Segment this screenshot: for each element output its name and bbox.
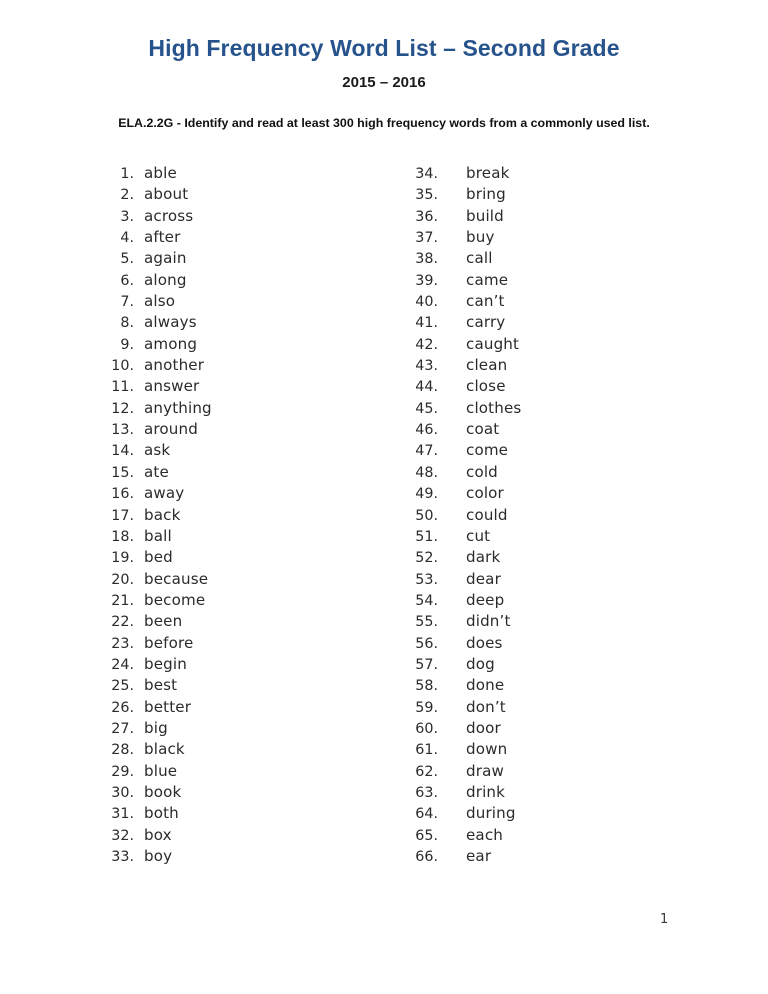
word-list-item (104, 655, 404, 676)
word-list-item (104, 292, 404, 313)
word-item-text: carry (466, 313, 506, 332)
word-item-text: during (466, 804, 516, 823)
word-item-number: 12. (111, 400, 134, 417)
word-item-text: each (466, 825, 504, 844)
word-item-text: cold (466, 462, 498, 481)
word-item-text: box (144, 825, 172, 844)
word-item-text: best (144, 676, 178, 695)
word-item-text: bed (144, 548, 173, 567)
word-list-item (104, 506, 404, 527)
word-list-item (408, 484, 708, 505)
word-item-number: 49. (415, 486, 438, 503)
word-item-text: ask (144, 441, 171, 460)
word-item-text: come (466, 441, 509, 460)
word-item-text: after (144, 228, 181, 247)
word-item-number: 38. (415, 251, 438, 268)
word-list-item (408, 740, 708, 761)
word-item-text: ear (466, 847, 492, 865)
word-list-item (408, 634, 708, 655)
word-list-columns (0, 164, 768, 868)
word-item-text: answer (144, 377, 200, 396)
word-item-number: 26. (111, 699, 134, 716)
word-item-text: better (144, 697, 192, 716)
word-item-number: 24. (111, 656, 134, 673)
word-item-number: 32. (111, 827, 134, 844)
word-item-number: 10. (111, 358, 134, 375)
word-item-number: 2. (120, 187, 134, 204)
word-item-text: draw (466, 761, 504, 780)
word-item-text: among (144, 334, 198, 353)
word-item-number: 64. (415, 806, 438, 823)
word-item-number: 3. (120, 208, 134, 225)
word-list-item (104, 783, 404, 804)
word-item-text: also (144, 292, 176, 311)
word-item-number: 42. (415, 336, 438, 353)
word-item-number: 6. (120, 272, 134, 289)
word-list-left-column (104, 164, 404, 868)
word-list-item (408, 271, 708, 292)
word-item-number: 13. (111, 422, 134, 439)
word-item-number: 48. (415, 464, 438, 481)
word-list-item (408, 847, 708, 868)
word-item-number: 54. (415, 592, 438, 609)
word-item-number: 4. (120, 230, 134, 247)
word-item-text: back (144, 505, 181, 524)
word-list-item (104, 249, 404, 270)
word-list-item (104, 847, 404, 868)
word-item-text: done (466, 676, 505, 695)
word-item-text: door (466, 718, 501, 737)
word-item-number: 36. (415, 208, 438, 225)
word-item-text: clean (466, 356, 508, 375)
word-item-number: 15. (111, 464, 134, 481)
word-item-text: around (144, 420, 198, 439)
word-item-number: 61. (415, 742, 438, 759)
word-item-number: 44. (415, 379, 438, 396)
word-list-item (104, 762, 404, 783)
word-list-right-column (408, 164, 708, 868)
word-list-item (104, 420, 404, 441)
word-item-number: 60. (415, 720, 438, 737)
word-item-text: caught (466, 334, 520, 353)
word-item-number: 31. (111, 806, 134, 823)
word-list-item (104, 527, 404, 548)
word-item-number: 66. (415, 849, 438, 865)
word-list-item (104, 399, 404, 420)
word-item-number: 53. (415, 571, 438, 588)
word-item-number: 25. (111, 678, 134, 695)
word-item-text: away (144, 484, 185, 503)
word-item-text: blue (144, 761, 178, 780)
word-item-text: could (466, 505, 508, 524)
word-list-item (408, 591, 708, 612)
word-item-number: 43. (415, 358, 438, 375)
word-list-item (408, 356, 708, 377)
word-item-number: 22. (111, 614, 134, 631)
word-item-text: down (466, 740, 508, 759)
word-item-text: dark (466, 548, 501, 567)
word-item-text: didn’t (466, 612, 511, 631)
word-list-item (104, 826, 404, 847)
word-list-item (104, 634, 404, 655)
word-list-item (408, 249, 708, 270)
word-list-item (408, 783, 708, 804)
word-item-number: 65. (415, 827, 438, 844)
word-list-item (408, 570, 708, 591)
word-list-item (104, 356, 404, 377)
word-list-item (408, 377, 708, 398)
word-item-number: 27. (111, 720, 134, 737)
word-item-number: 9. (120, 336, 134, 353)
word-item-number: 21. (111, 592, 134, 609)
word-list-item (104, 313, 404, 334)
word-item-text: been (144, 612, 183, 631)
word-item-text: cut (466, 526, 491, 545)
word-list-item (408, 719, 708, 740)
word-item-number: 20. (111, 571, 134, 588)
word-item-text: begin (144, 654, 187, 673)
word-item-number: 17. (111, 507, 134, 524)
word-item-text: big (144, 718, 168, 737)
word-item-text: ball (144, 526, 172, 545)
word-item-number: 46. (415, 422, 438, 439)
word-item-text: boy (144, 847, 173, 865)
word-item-text: because (144, 569, 209, 588)
word-item-number: 5. (120, 251, 134, 268)
word-item-number: 1. (120, 166, 134, 182)
word-list-item (408, 612, 708, 633)
word-item-text: book (144, 782, 182, 801)
word-list-item (408, 313, 708, 334)
word-item-text: deep (466, 590, 505, 609)
word-list-item (408, 207, 708, 228)
word-item-number: 57. (415, 656, 438, 673)
word-item-text: color (466, 484, 504, 503)
word-item-text: bring (466, 185, 506, 204)
word-list-item (408, 420, 708, 441)
word-list-item (408, 441, 708, 462)
word-list-item (104, 698, 404, 719)
word-list-item (408, 335, 708, 356)
word-list-item (104, 804, 404, 825)
word-list-item (104, 271, 404, 292)
word-list-item (104, 335, 404, 356)
word-list-item (408, 548, 708, 569)
word-list-item (408, 228, 708, 249)
word-item-text: along (144, 270, 187, 289)
word-item-text: become (144, 590, 206, 609)
word-item-text: don’t (466, 697, 506, 716)
word-item-number: 51. (415, 528, 438, 545)
word-item-text: buy (466, 228, 495, 247)
word-list-item (408, 826, 708, 847)
word-item-text: clothes (466, 398, 522, 417)
word-item-text: before (144, 633, 194, 652)
word-item-number: 29. (111, 763, 134, 780)
word-list-item (104, 570, 404, 591)
word-list-item (104, 612, 404, 633)
page-title: High Frequency Word List – Second Grade (148, 35, 620, 61)
word-item-number: 39. (415, 272, 438, 289)
word-item-text: dear (466, 569, 501, 588)
word-item-number: 19. (111, 550, 134, 567)
word-list-item (104, 676, 404, 697)
word-list-item (104, 228, 404, 249)
word-list-item (408, 292, 708, 313)
word-item-text: ate (144, 462, 169, 481)
word-list-item (104, 185, 404, 206)
word-list-item (408, 399, 708, 420)
page-number: 1 (660, 912, 669, 927)
school-year-subtitle: 2015 – 2016 (342, 74, 426, 91)
word-item-number: 37. (415, 230, 438, 247)
word-list-item (408, 463, 708, 484)
word-item-text: always (144, 313, 197, 332)
word-item-number: 28. (111, 742, 134, 759)
word-item-text: came (466, 270, 509, 289)
word-item-number: 58. (415, 678, 438, 695)
standard-description: ELA.2.2G - Identify and read at least 300 high frequency words from a commonly used list. (118, 116, 650, 130)
word-item-text: does (466, 633, 503, 652)
word-list-item (104, 441, 404, 462)
word-list-item (104, 164, 404, 185)
word-item-number: 33. (111, 849, 134, 865)
word-item-number: 35. (415, 187, 438, 204)
word-item-text: another (144, 356, 205, 375)
word-list-item (104, 548, 404, 569)
word-item-number: 11. (111, 379, 134, 396)
word-list-item (408, 185, 708, 206)
word-item-text: able (144, 164, 177, 182)
word-item-number: 14. (111, 443, 134, 460)
word-list-item (408, 698, 708, 719)
word-list-item (104, 740, 404, 761)
word-list-item (104, 207, 404, 228)
word-item-number: 41. (415, 315, 438, 332)
word-item-text: close (466, 377, 506, 396)
word-item-text: again (144, 249, 187, 268)
word-item-text: coat (466, 420, 500, 439)
word-item-number: 18. (111, 528, 134, 545)
word-list-item (408, 527, 708, 548)
word-item-number: 7. (120, 294, 134, 311)
word-list-item (104, 719, 404, 740)
word-item-text: both (144, 804, 179, 823)
word-item-number: 8. (120, 315, 134, 332)
word-list-item (408, 655, 708, 676)
word-item-number: 62. (415, 763, 438, 780)
word-list-item (408, 676, 708, 697)
word-item-text: anything (144, 398, 212, 417)
word-list-item (408, 804, 708, 825)
word-item-text: can’t (466, 292, 505, 311)
word-item-text: about (144, 185, 189, 204)
word-item-number: 52. (415, 550, 438, 567)
word-item-number: 23. (111, 635, 134, 652)
word-item-number: 47. (415, 443, 438, 460)
word-item-number: 34. (415, 166, 438, 182)
word-item-number: 55. (415, 614, 438, 631)
word-item-text: break (466, 164, 510, 182)
word-item-number: 30. (111, 784, 134, 801)
word-list-item (104, 591, 404, 612)
word-item-number: 16. (111, 486, 134, 503)
word-item-number: 45. (415, 400, 438, 417)
word-list-item (104, 463, 404, 484)
word-list-item (408, 506, 708, 527)
word-item-number: 50. (415, 507, 438, 524)
word-item-text: dog (466, 654, 495, 673)
word-item-text: black (144, 740, 185, 759)
word-item-text: drink (466, 782, 506, 801)
word-list-item (104, 377, 404, 398)
word-item-text: build (466, 206, 504, 225)
word-item-number: 63. (415, 784, 438, 801)
word-item-number: 59. (415, 699, 438, 716)
word-item-text: across (144, 206, 194, 225)
word-list-item (408, 164, 708, 185)
word-item-number: 56. (415, 635, 438, 652)
word-list-item (104, 484, 404, 505)
word-item-number: 40. (415, 294, 438, 311)
word-list-item (408, 762, 708, 783)
word-item-text: call (466, 249, 493, 268)
